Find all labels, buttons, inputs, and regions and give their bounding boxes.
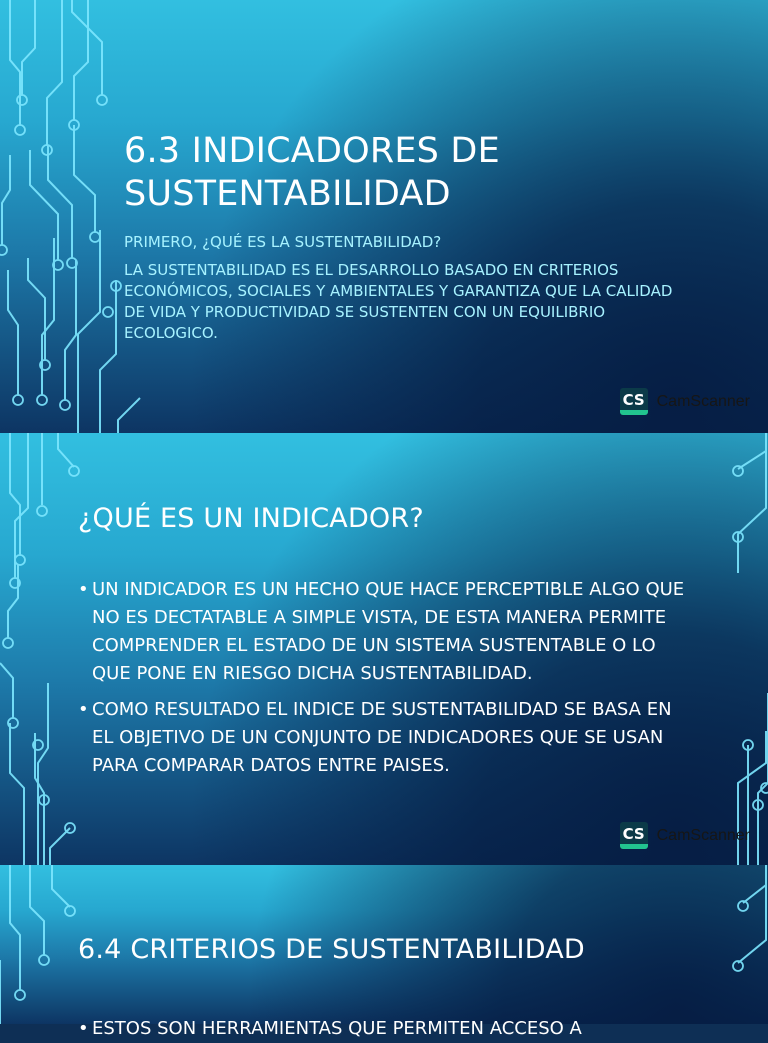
- camscanner-watermark: [620, 822, 750, 849]
- camscanner-logo: CS: [620, 388, 648, 415]
- camscanner-label: CamScanner: [656, 826, 750, 844]
- bullet-item: • COMO RESULTADO EL INDICE DE SUSTENTABILIDAD SE BASA EN EL OBJETIVO DE UN CONJUNTO DE INDICADORES QUE SE USAN PARA COMPARAR DATOS ENTRE PAISES.: [78, 696, 690, 780]
- slide-subtitle: PRIMERO, ¿QUÉ ES LA SUSTENTABILIDAD?: [124, 233, 442, 251]
- left-circuit-decoration: [0, 0, 150, 433]
- camscanner-watermark: [620, 388, 750, 415]
- slide-title: 6.3 INDICADORES DE SUSTENTABILIDAD: [124, 131, 500, 214]
- partial-bullet-item: • ESTOS SON HERRAMIENTAS QUE PERMITEN ACCESO A: [78, 1015, 732, 1043]
- slide-sustainability-criteria: [0, 865, 768, 1039]
- camscanner-label: CamScanner: [656, 392, 750, 410]
- bullet-list: [78, 576, 690, 788]
- bullet-item: • UN INDICADOR ES UN HECHO QUE HACE PERCEPTIBLE ALGO QUE NO ES DECTATABLE A SIMPLE VISTA, DE ESTA MANERA PERMITE COMPRENDER EL ESTADO DE UN SISTEMA SUSTENTABLE O LO QUE PONE EN RIESGO DICHA SUSTENTABILIDAD.: [78, 576, 690, 688]
- slide-body-text: LA SUSTENTABILIDAD ES EL DESARROLLO BASADO EN CRITERIOS ECONÓMICOS, SOCIALES Y AMBIENTALES Y GARANTIZA QUE LA CALIDAD DE VIDA Y PRODUCTIVIDAD SE SUSTENTEN CON UN EQUILIBRIO ECOLOGICO.: [124, 261, 673, 342]
- slide-title: ¿QUÉ ES UN INDICADOR?: [78, 503, 424, 534]
- slide-title: 6.4 CRITERIOS DE SUSTENTABILIDAD: [78, 934, 585, 965]
- slide-indicator-definition: [0, 433, 768, 865]
- camscanner-logo: CS: [620, 822, 648, 849]
- slide-sustainability-indicators: [0, 0, 768, 433]
